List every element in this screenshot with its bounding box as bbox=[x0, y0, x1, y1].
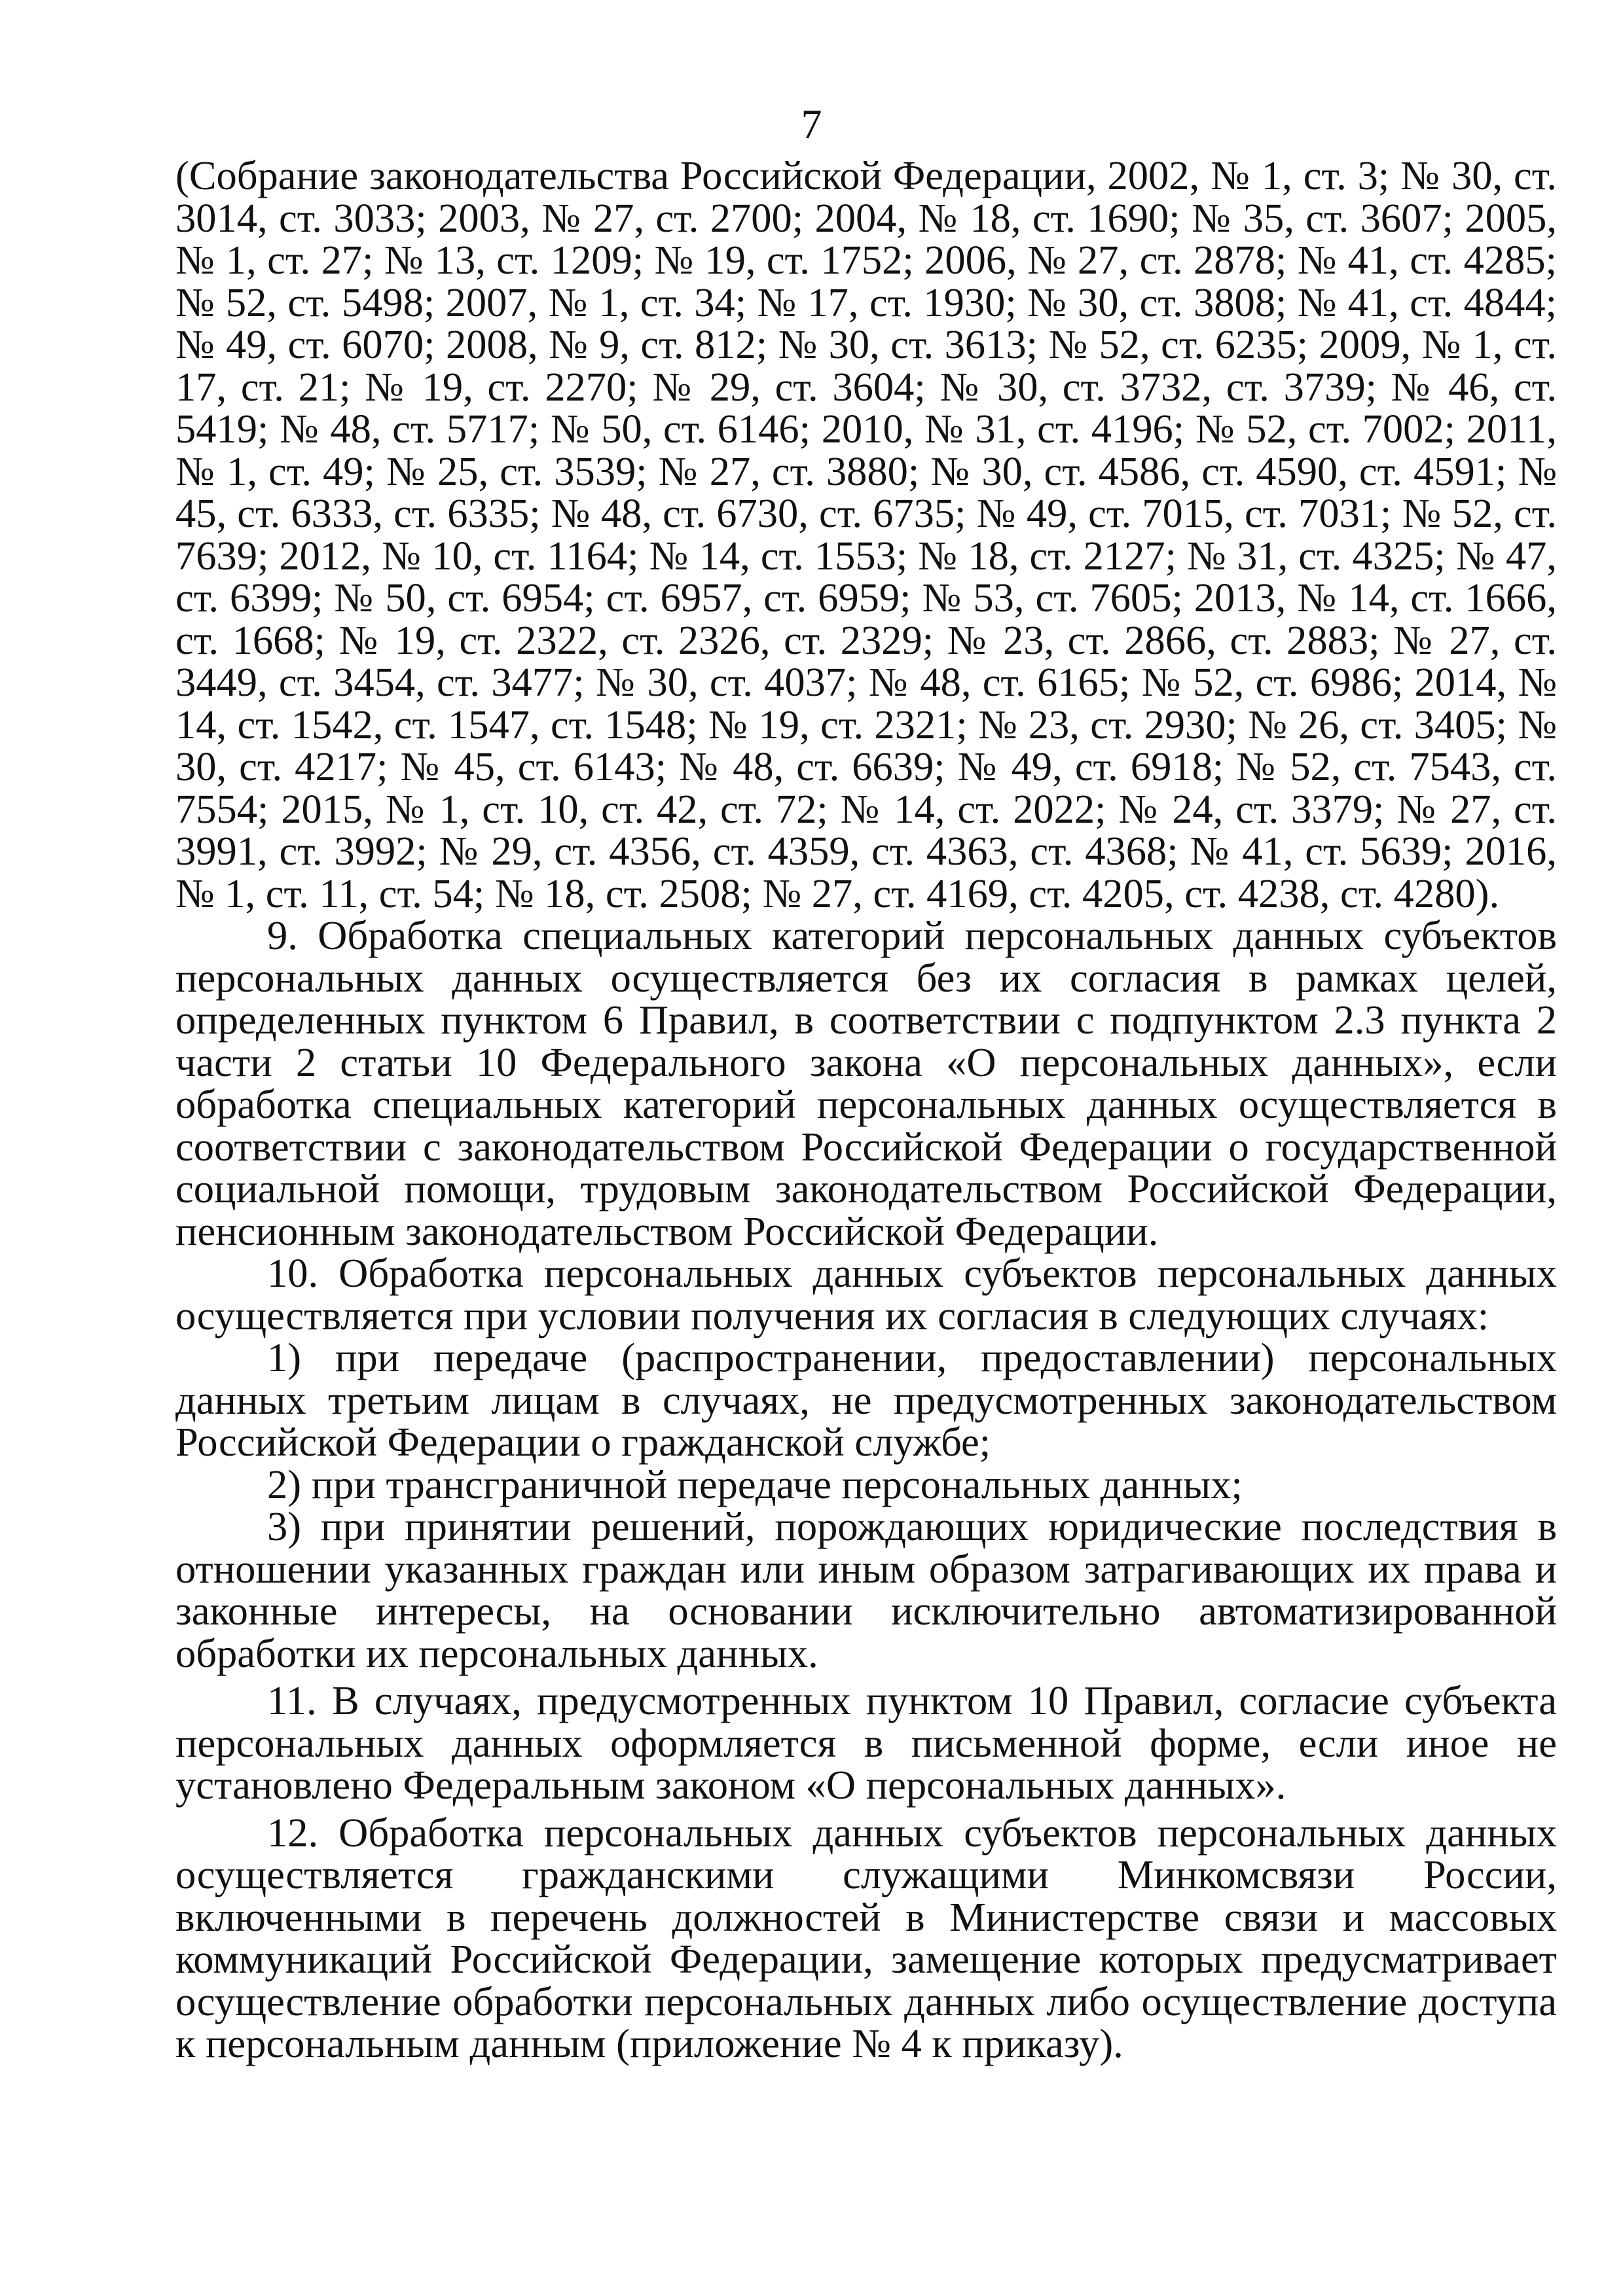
document-body bbox=[175, 154, 1557, 2065]
paragraph-12: 12. Обработка персональных данных субъектов персональных данных осуществляется гражданскими служащими Минкомсвязи России, включенными в перечень должностей в Министерстве связи и массовых коммуникаций Российской Федерации, замещение которых предусматривает осуществление обработки персональных данных либо осуществление доступа к персональным данным (приложение № 4 к приказу). bbox=[175, 1809, 1557, 2066]
paragraph-10: 10. Обработка персональных данных субъектов персональных данных осуществляется при условии получения их согласия в следующих случаях: bbox=[175, 1250, 1557, 1338]
paragraph-9: 9. Обработка специальных категорий персональных данных субъектов персональных данных осуществляется без их согласия в рамках целей, определенных пунктом 6 Правил, в соответствии с подпунктом 2.3 пункта 2 части 2 статьи 10 Федерального закона «О персональных данных», если обработка специальных категорий персональных данных осуществляется в соответствии с законодательством Российской Федерации о государственной социальной помощи, трудовым законодательством Российской Федерации, пенсионным законодательством Российской Федерации. bbox=[175, 912, 1557, 1254]
page-number: 7 bbox=[801, 101, 822, 147]
paragraph-citations: (Собрание законодательства Российской Федерации, 2002, № 1, ст. 3; № 30, ст. 3014, ст. 3033; 2003, № 27, ст. 2700; 2004, № 18, ст. 1690; № 35, ст. 3607; 2005, № 1, ст. 27; № 13, ст. 1209; № 19, ст. 1752; 2006, № 27, ст. 2878; № 41, ст. 4285; № 52, ст. 5498; 2007, № 1, ст. 34; № 17, ст. 1930; № 30, ст. 3808; № 41, ст. 4844; № 49, ст. 6070; 2008, № 9, ст. 812; № 30, ст. 3613; № 52, ст. 6235; 2009, № 1, ст. 17, ст. 21; № 19, ст. 2270; № 29, ст. 3604; № 30, ст. 3732, ст. 3739; № 46, ст. 5419; № 48, ст. 5717; № 50, ст. 6146; 2010, № 31, ст. 4196; № 52, ст. 7002; 2011, № 1, ст. 49; № 25, ст. 3539; № 27, ст. 3880; № 30, ст. 4586, ст. 4590, ст. 4591; № 45, ст. 6333, ст. 6335; № 48, ст. 6730, ст. 6735; № 49, ст. 7015, ст. 7031; № 52, ст. 7639; 2012, № 10, ст. 1164; № 14, ст. 1553; № 18, ст. 2127; № 31, ст. 4325; № 47, ст. 6399; № 50, ст. 6954; ст. 6957, ст. 6959; № 53, ст. 7605; 2013, № 14, ст. 1666, ст. 1668; № 19, ст. 2322, ст. 2326, ст. 2329; № 23, ст. 2866, ст. 2883; № 27, ст. 3449, ст. 3454, ст. 3477; № 30, ст. 4037; № 48, ст. 6165; № 52, ст. 6986; 2014, № 14, ст. 1542, ст. 1547, ст. 1548; № 19, ст. 2321; № 23, ст. 2930; № 26, ст. 3405; № 30, ст. 4217; № 45, ст. 6143; № 48, ст. 6639; № 49, ст. 6918; № 52, ст. 7543, ст. 7554; 2015, № 1, ст. 10, ст. 42, ст. 72; № 14, ст. 2022; № 24, ст. 3379; № 27, ст. 3991, ст. 3992; № 29, ст. 4356, ст. 4359, ст. 4363, ст. 4368; № 41, ст. 5639; 2016, № 1, ст. 11, ст. 54; № 18, ст. 2508; № 27, ст. 4169, ст. 4205, ст. 4238, ст. 4280). bbox=[175, 152, 1557, 916]
list-item-3: 3) при принятии решений, порождающих юридические последствия в отношении указанных граждан или иным образом затрагивающих их права и законные интересы, на основании исключительно автоматизированной обработки их персональных данных. bbox=[175, 1503, 1557, 1676]
paragraph-11: 11. В случаях, предусмотренных пунктом 10 Правил, согласие субъекта персональных данных оформляется в письменной форме, если иное не установлено Федеральным законом «О персональных данных». bbox=[175, 1677, 1557, 1808]
list-item-2: 2) при трансграничной передаче персональных данных; bbox=[267, 1461, 1243, 1507]
list-item-1: 1) при передаче (распространении, предоставлении) персональных данных третьим лицам в случаях, не предусмотренных законодательством Российской Федерации о гражданской службе; bbox=[175, 1335, 1557, 1465]
